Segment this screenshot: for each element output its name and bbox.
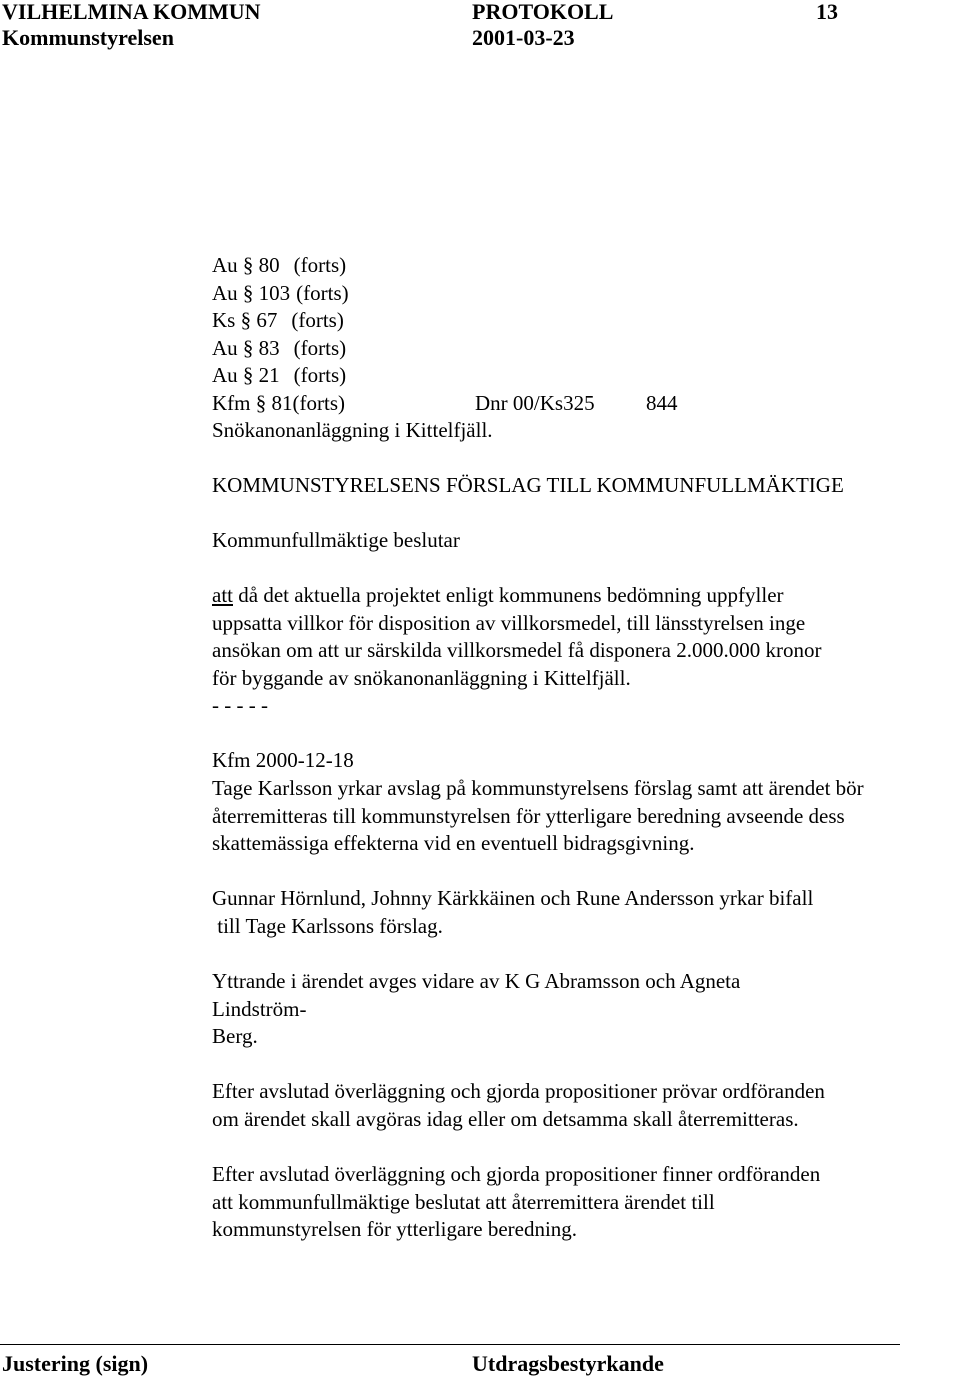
reference-line: Ks § 67 (forts): [212, 308, 344, 332]
decision-line: ansökan om att ur särskilda villkorsmedel få disponera 2.000.000 kronor: [212, 638, 822, 662]
subject-title: Snökanonanläggning i Kittelfjäll.: [212, 418, 493, 442]
kfm-heading: Kfm 2000-12-18: [212, 748, 354, 772]
proposal-heading: KOMMUNSTYRELSENS FÖRSLAG TILL KOMMUNFULLMÄKTIGE: [212, 473, 844, 497]
paragraph: Gunnar Hörnlund, Johnny Kärkkäinen och Rune Andersson yrkar bifall till Tage Karlssons förslag.: [212, 886, 814, 938]
reference-line: Au § 103 (forts): [212, 280, 349, 305]
paragraph: Efter avslutad överläggning och gjorda propositioner prövar ordföranden om ärendet skall avgöras idag eller om detsamma skall återremitteras.: [212, 1079, 825, 1131]
decision-line: att då det aktuella projektet enligt kommunens bedömning uppfyller: [212, 583, 784, 607]
separator: - - - - -: [212, 693, 268, 717]
reference-line: Au § 83 (forts): [212, 335, 347, 360]
header-page-number: 13: [816, 0, 838, 24]
reference-list: [212, 252, 678, 445]
header-date: 2001-03-23: [472, 25, 575, 50]
paragraph: Tage Karlsson yrkar avslag på kommunstyrelsens förslag samt att ärendet bör återremitteras till kommunstyrelsen för ytterligare beredning avseende dess skattemässiga effekterna vid en eventuell bidragsgivning.: [212, 776, 864, 855]
header-doc-type: PROTOKOLL: [472, 0, 614, 24]
header-body: Kommunstyrelsen: [2, 25, 174, 50]
footer-utdragsbestyrkande: Utdragsbestyrkande: [472, 1351, 664, 1376]
dnr-number: Dnr 00/Ks325: [475, 390, 595, 415]
decision-intro: Kommunfullmäktige beslutar: [212, 528, 460, 552]
paragraph: Yttrande i ärendet avges vidare av K G Abramsson och Agneta Lindström- Berg.: [212, 969, 741, 1048]
decision-text: [212, 582, 821, 720]
header-org: VILHELMINA KOMMUN: [2, 0, 261, 24]
footer-justering: Justering (sign): [2, 1351, 149, 1376]
decision-line: för byggande av snökanonanläggning i Kittelfjäll.: [212, 665, 631, 690]
decision-line: uppsatta villkor för disposition av villkorsmedel, till länsstyrelsen inge: [212, 610, 806, 635]
paragraph: Efter avslutad överläggning och gjorda propositioner finner ordföranden att kommunfullmäktige beslutat att återremittera ärendet till kommunstyrelsen för ytterligare beredning.: [212, 1162, 821, 1241]
att-keyword: att: [212, 583, 233, 607]
reference-line: Au § 80 (forts): [212, 253, 347, 277]
footer-rule: [0, 1344, 900, 1345]
reference-line: Au § 21 (forts): [212, 363, 347, 387]
diary-code: 844: [646, 390, 678, 415]
reference-line: Kfm § 81(forts) Dnr 00/Ks325 844: [212, 390, 493, 418]
